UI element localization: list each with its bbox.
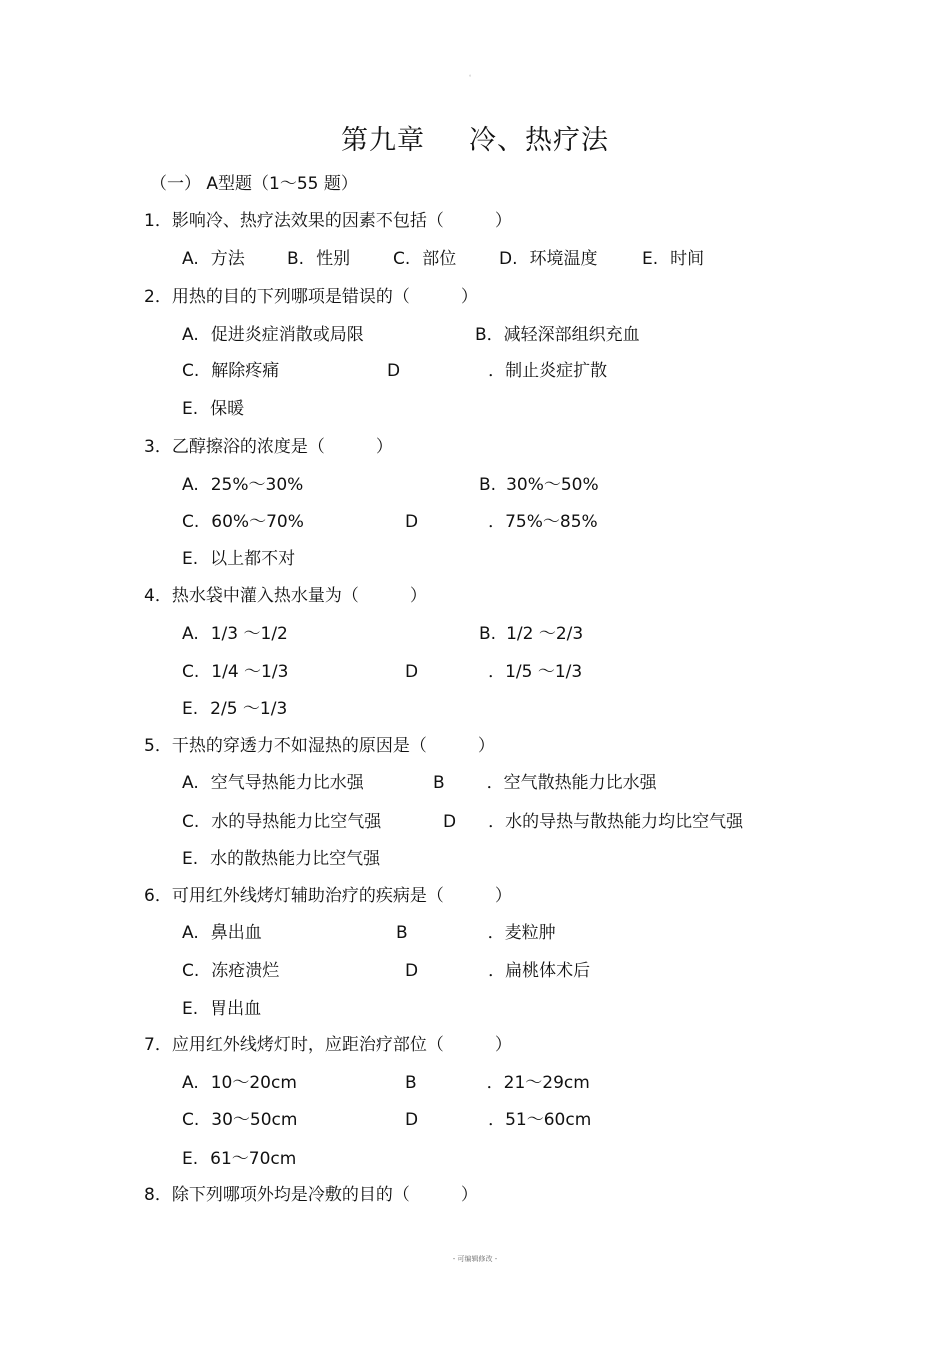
- question-1-option-d: D. 环境温度: [499, 249, 598, 269]
- question-6-option-c: C. 冻疮溃烂: [182, 961, 280, 981]
- chapter-topic: 冷、热疗法: [469, 125, 609, 156]
- question-4-option-e: E. 2/5 ～1/3: [182, 699, 288, 719]
- question-1-option-e: E. 时间: [642, 249, 705, 269]
- question-3-option-c: C. 60%～70%: [182, 512, 304, 532]
- question-5-option-d: D ．水的导热与散热能力均比空气强: [443, 812, 744, 832]
- question-6-option-e: E. 胃出血: [182, 999, 262, 1019]
- question-7-option-c: C. 30～50cm: [182, 1110, 298, 1130]
- page-footer: - 可编辑修改 -: [452, 1255, 498, 1263]
- question-3-option-a: A. 25%～30%: [182, 475, 304, 495]
- question-7-option-e: E. 61～70cm: [182, 1149, 297, 1169]
- question-2-option-e: E. 保暖: [182, 399, 245, 419]
- question-2-option-a: A. 促进炎症消散或局限: [182, 325, 364, 345]
- question-1-option-b: B. 性别: [287, 249, 351, 269]
- question-6-option-d: D ．扁桃体术后: [405, 961, 591, 981]
- question-6-option-a: A. 鼻出血: [182, 923, 262, 943]
- question-4-option-c: C. 1/4 ～1/3: [182, 662, 289, 682]
- question-7-option-a: A. 10～20cm: [182, 1073, 297, 1093]
- question-6-stem: 6．可用红外线烤灯辅助治疗的疾病是（ ）: [144, 886, 512, 906]
- question-7-stem: 7．应用红外线烤灯时，应距治疗部位（ ）: [144, 1035, 512, 1055]
- question-1-option-a: A. 方法: [182, 249, 245, 269]
- question-3-option-d: D ．75%～85%: [405, 512, 598, 532]
- question-5-option-e: E. 水的散热能力比空气强: [182, 849, 381, 869]
- question-7-option-b: B ．21～29cm: [405, 1073, 590, 1093]
- question-2-option-b: B．减轻深部组织充血: [475, 325, 640, 345]
- question-5-option-c: C. 水的导热能力比空气强: [182, 812, 382, 832]
- question-3-stem: 3．乙醇擦浴的浓度是（ ）: [144, 437, 393, 457]
- question-2-stem: 2．用热的目的下列哪项是错误的（ ）: [144, 287, 478, 307]
- question-2-option-d: D ．制止炎症扩散: [387, 361, 608, 381]
- question-3-option-e: E. 以上都不对: [182, 549, 296, 569]
- question-7-option-d: D ．51～60cm: [405, 1110, 592, 1130]
- question-4-option-d: D ．1/5 ～1/3: [405, 662, 583, 682]
- question-4-option-a: A. 1/3 ～1/2: [182, 624, 288, 644]
- question-4-stem: 4．热水袋中灌入热水量为（ ）: [144, 586, 427, 606]
- question-8-stem: 8．除下列哪项外均是冷敷的目的（ ）: [144, 1185, 478, 1205]
- question-5-stem: 5．干热的穿透力不如湿热的原因是（ ）: [144, 736, 495, 756]
- header-mark: 。: [469, 71, 476, 78]
- chapter-number: 第九章: [341, 125, 425, 156]
- question-2-option-c: C. 解除疼痛: [182, 361, 280, 381]
- question-6-option-b: B ．麦粒肿: [396, 923, 556, 943]
- chapter-title: [0, 127, 950, 154]
- question-1-stem: 1．影响冷、热疗法效果的因素不包括（ ）: [144, 211, 512, 231]
- section-heading: （一） A型题（1～55 题）: [150, 174, 358, 194]
- question-5-option-b: B ．空气散热能力比水强: [433, 773, 657, 793]
- question-1-option-c: C. 部位: [393, 249, 457, 269]
- question-3-option-b: B. 30%～50%: [479, 475, 599, 495]
- question-4-option-b: B. 1/2 ～2/3: [479, 624, 584, 644]
- question-5-option-a: A. 空气导热能力比水强: [182, 773, 364, 793]
